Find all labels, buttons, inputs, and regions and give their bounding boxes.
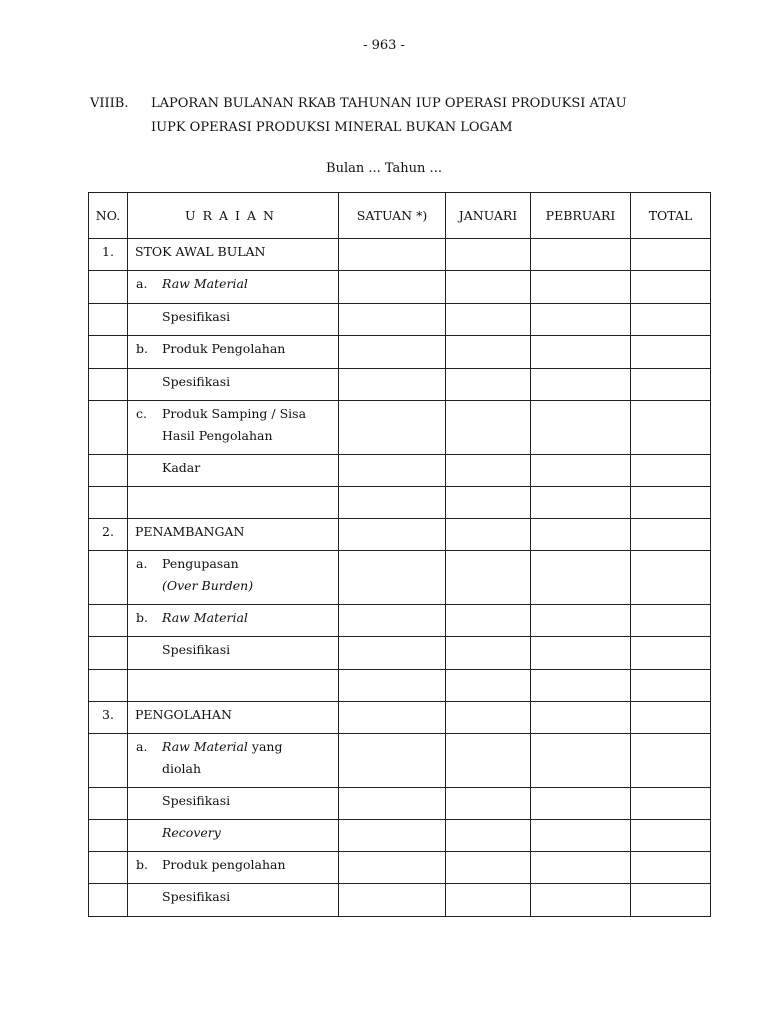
cell-pebruari <box>531 734 631 788</box>
cell-pebruari <box>531 304 631 336</box>
cell-pebruari <box>531 702 631 734</box>
table-row <box>89 304 711 336</box>
cell-januari <box>446 401 531 455</box>
cell-total <box>631 852 711 884</box>
row-description: Spesifikasi <box>128 637 339 670</box>
table-row <box>89 637 711 670</box>
cell-total <box>631 637 711 670</box>
row-number <box>89 401 128 455</box>
table-row <box>89 605 711 637</box>
cell-pebruari <box>531 271 631 304</box>
table-row <box>89 734 711 788</box>
row-description: c. Produk Samping / Sisa Hasil Pengolahan <box>128 401 339 455</box>
row-description: Recovery <box>128 820 339 852</box>
row-number: 1. <box>89 239 128 271</box>
row-number <box>89 369 128 401</box>
header-januari: JANUARI <box>446 193 531 239</box>
table-row <box>89 852 711 884</box>
cell-januari <box>446 852 531 884</box>
cell-total <box>631 336 711 369</box>
table-row <box>89 820 711 852</box>
row-number <box>89 271 128 304</box>
cell-januari <box>446 519 531 551</box>
cell-januari <box>446 637 531 670</box>
row-number <box>89 788 128 820</box>
cell-januari <box>446 702 531 734</box>
table-row <box>89 239 711 271</box>
header-no: NO. <box>89 193 128 239</box>
table-row <box>89 519 711 551</box>
cell-januari <box>446 336 531 369</box>
header-pebruari: PEBRUARI <box>531 193 631 239</box>
table-row-empty <box>89 487 711 519</box>
cell-total <box>631 401 711 455</box>
header-total: TOTAL <box>631 193 711 239</box>
cell-total <box>631 605 711 637</box>
cell-pebruari <box>531 605 631 637</box>
cell-satuan <box>339 734 446 788</box>
cell-total <box>631 884 711 917</box>
row-description: Spesifikasi <box>128 884 339 917</box>
table-row <box>89 369 711 401</box>
cell-januari <box>446 884 531 917</box>
cell-pebruari <box>531 788 631 820</box>
page-number: - 963 - <box>363 38 405 53</box>
row-number <box>89 884 128 917</box>
cell-satuan <box>339 637 446 670</box>
cell-januari <box>446 239 531 271</box>
header-uraian: URAIAN <box>128 193 339 239</box>
cell-satuan <box>339 852 446 884</box>
row-description: b. Produk pengolahan <box>128 852 339 884</box>
cell-total <box>631 820 711 852</box>
row-number <box>89 336 128 369</box>
row-number <box>89 304 128 336</box>
table-row <box>89 551 711 605</box>
cell-pebruari <box>531 455 631 487</box>
table-row <box>89 271 711 304</box>
cell-satuan <box>339 336 446 369</box>
row-number <box>89 551 128 605</box>
row-description: b. Raw Material <box>128 605 339 637</box>
cell-total <box>631 551 711 605</box>
cell-pebruari <box>531 551 631 605</box>
cell-satuan <box>339 401 446 455</box>
row-description: PENAMBANGAN <box>128 519 339 551</box>
cell-satuan <box>339 239 446 271</box>
row-description: a. Raw Material yang diolah <box>128 734 339 788</box>
table-row <box>89 336 711 369</box>
cell-total <box>631 304 711 336</box>
row-number <box>89 734 128 788</box>
table-row <box>89 788 711 820</box>
cell-pebruari <box>531 369 631 401</box>
cell-pebruari <box>531 852 631 884</box>
cell-total <box>631 702 711 734</box>
cell-satuan <box>339 519 446 551</box>
row-description: STOK AWAL BULAN <box>128 239 339 271</box>
report-table <box>88 192 711 917</box>
cell-januari <box>446 271 531 304</box>
cell-satuan <box>339 271 446 304</box>
cell-satuan <box>339 702 446 734</box>
cell-total <box>631 239 711 271</box>
section-title <box>151 92 627 140</box>
cell-total <box>631 271 711 304</box>
table-row <box>89 884 711 917</box>
cell-satuan <box>339 304 446 336</box>
section-code: VIIIB. <box>90 96 129 111</box>
header-satuan: SATUAN *) <box>339 193 446 239</box>
row-description: Spesifikasi <box>128 788 339 820</box>
cell-pebruari <box>531 637 631 670</box>
cell-pebruari <box>531 239 631 271</box>
table-row <box>89 455 711 487</box>
cell-januari <box>446 734 531 788</box>
cell-januari <box>446 605 531 637</box>
row-number: 3. <box>89 702 128 734</box>
row-description: b. Produk Pengolahan <box>128 336 339 369</box>
row-number <box>89 820 128 852</box>
table-row-empty <box>89 670 711 702</box>
cell-pebruari <box>531 401 631 455</box>
cell-januari <box>446 788 531 820</box>
cell-total <box>631 734 711 788</box>
cell-satuan <box>339 551 446 605</box>
cell-januari <box>446 820 531 852</box>
section-title-line-1: LAPORAN BULANAN RKAB TAHUNAN IUP OPERASI PRODUKSI ATAU <box>151 96 627 111</box>
table-row <box>89 401 711 455</box>
section-title-line-2: IUPK OPERASI PRODUKSI MINERAL BUKAN LOGAM <box>151 120 513 135</box>
cell-satuan <box>339 820 446 852</box>
cell-januari <box>446 551 531 605</box>
cell-pebruari <box>531 884 631 917</box>
row-description: PENGOLAHAN <box>128 702 339 734</box>
cell-pebruari <box>531 820 631 852</box>
cell-satuan <box>339 605 446 637</box>
row-number <box>89 852 128 884</box>
cell-pebruari <box>531 519 631 551</box>
row-description: a. Raw Material <box>128 271 339 304</box>
row-description: a. Pengupasan (Over Burden) <box>128 551 339 605</box>
report-period: Bulan ... Tahun ... <box>326 161 442 176</box>
cell-total <box>631 369 711 401</box>
row-description: Spesifikasi <box>128 369 339 401</box>
cell-total <box>631 455 711 487</box>
cell-satuan <box>339 788 446 820</box>
table-header-row <box>89 193 711 239</box>
row-number <box>89 637 128 670</box>
row-description: Spesifikasi <box>128 304 339 336</box>
row-description: Kadar <box>128 455 339 487</box>
table-row <box>89 702 711 734</box>
cell-januari <box>446 304 531 336</box>
cell-januari <box>446 455 531 487</box>
cell-total <box>631 519 711 551</box>
cell-pebruari <box>531 336 631 369</box>
row-number <box>89 455 128 487</box>
row-number: 2. <box>89 519 128 551</box>
cell-satuan <box>339 455 446 487</box>
cell-total <box>631 788 711 820</box>
row-number <box>89 605 128 637</box>
cell-januari <box>446 369 531 401</box>
cell-satuan <box>339 369 446 401</box>
cell-satuan <box>339 884 446 917</box>
